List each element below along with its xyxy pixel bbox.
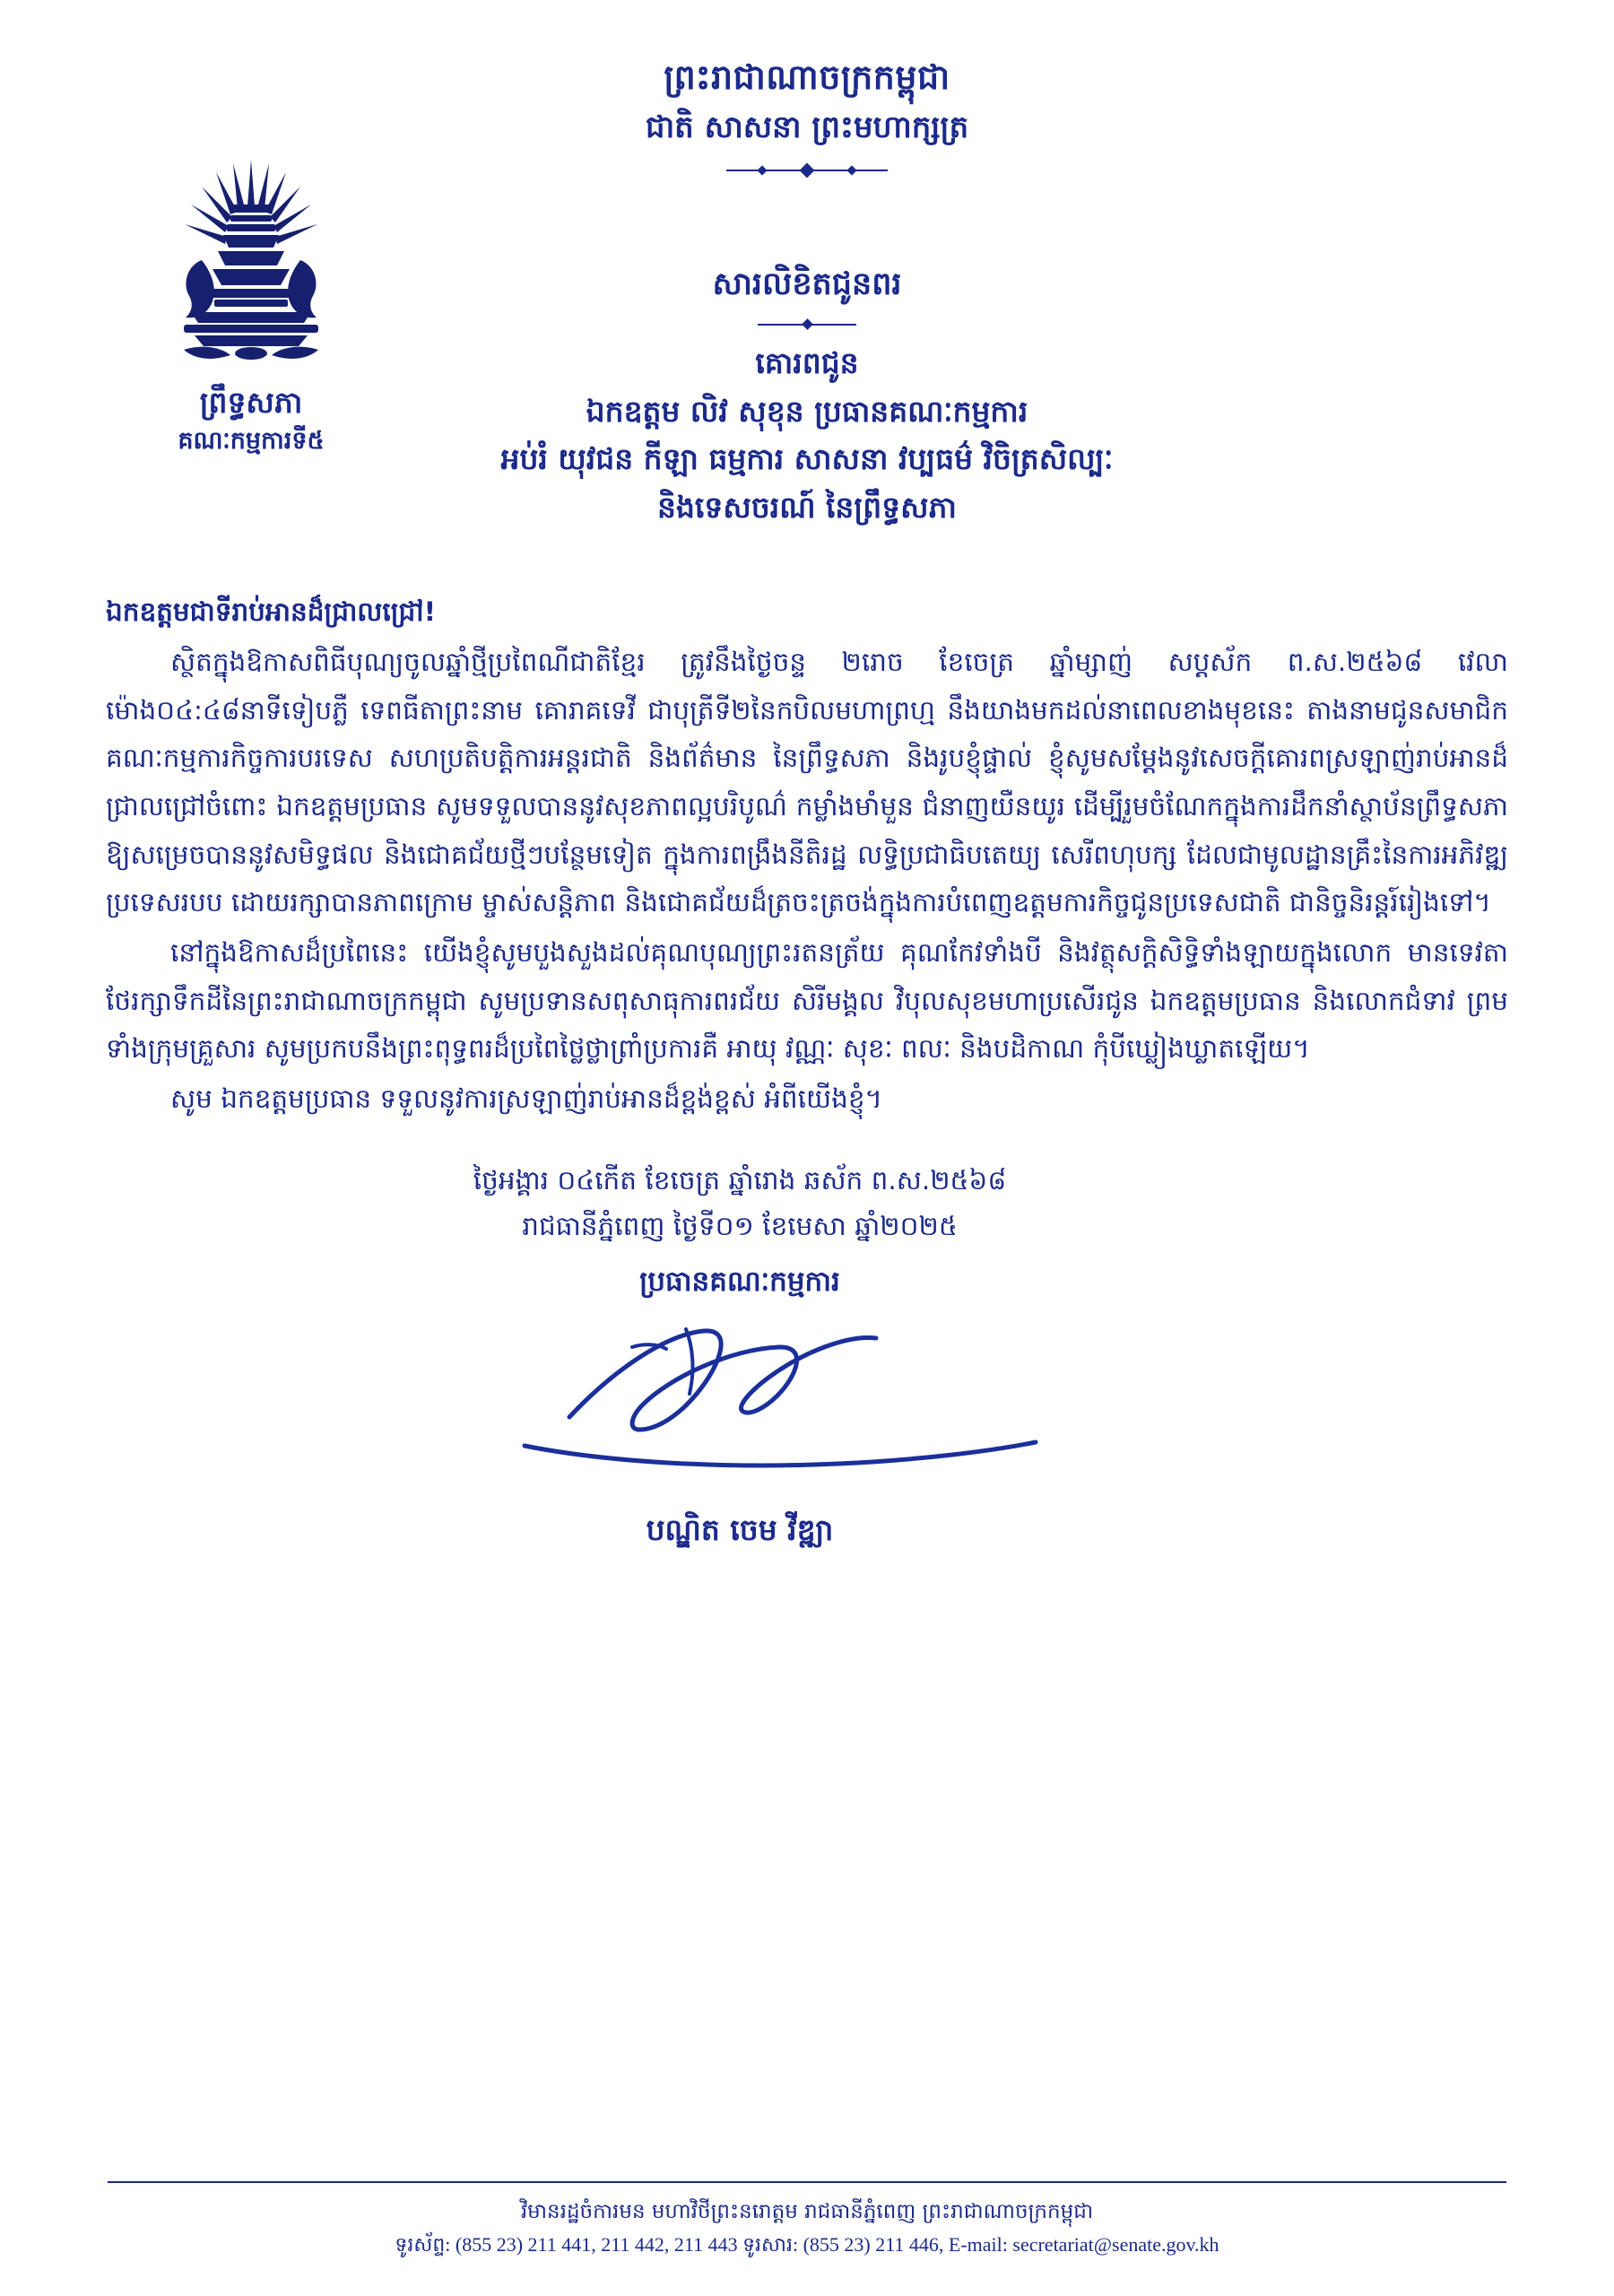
footer-contact: ទូរស័ព្ទ: (855 23) 211 441, 211 442, 211 443 ទូរសារ: (855 23) 211 446, E-mail: secretariat@senate.gov.kh [395, 2232, 1219, 2256]
addressee-line-4: និងទេសចរណ៍ នៃព្រឹទ្ធសភា [657, 489, 957, 525]
signer-role: ប្រធានគណៈកម្មការ [639, 1265, 840, 1299]
committee-name: គណៈកម្មការទី៥ [178, 427, 325, 456]
footer-divider [108, 2181, 1506, 2183]
body-paragraph-3: សូម ឯកឧត្តមប្រធាន ទទួលនូវការស្រឡាញ់រាប់អានដ៏ខ្ពង់ខ្ពស់ អំពីយើងខ្ញុំ។ [170, 1083, 883, 1115]
handwritten-signature-icon [417, 1311, 1063, 1491]
letter-body [106, 588, 1508, 1124]
addressee-line-2: ឯកឧត្តម លិវ សុខុន ប្រធានគណៈកម្មការ [586, 393, 1028, 429]
addressee-line-3: អប់រំ យុវជន កីឡា ធម្មការ សាសនា វប្បធម៌ វិចិត្រសិល្បៈ [500, 441, 1114, 477]
date-block [0, 1158, 1480, 1307]
date-gregorian: រាជធានីភ្នំពេញ ថ្ងៃទី០១ ខែមេសា ឆ្នាំ២០២៥ [522, 1211, 958, 1242]
footer-address: វិមានរដ្ឋចំការមន មហាវិថីព្រះនរោត្តម រាជធានីភ្នំពេញ ព្រះរាជាណាចក្រកម្ពុជា [520, 2200, 1094, 2224]
emblem-block [108, 152, 395, 460]
signature-area [0, 1306, 1480, 1512]
small-ornament-icon [758, 319, 856, 330]
date-lunar: ថ្ងៃអង្គារ ០៤កើត ខែចេត្រ ឆ្នាំរោង ឆស័ក ព.ស.២៥៦៨ [473, 1164, 1007, 1196]
salutation: ឯកឧត្តមជាទីរាប់អានដ៏ជ្រាលជ្រៅ! [106, 596, 437, 628]
national-motto: ជាតិ សាសនា ព្រះមហាក្សត្រ [645, 109, 969, 145]
ornament-divider-icon [726, 162, 888, 178]
document-footer [0, 2181, 1614, 2260]
body-paragraph-1: ស្ថិតក្នុងឱកាសពិធីបុណ្យចូលឆ្នាំថ្មីប្រពៃណីជាតិខ្មែរ ត្រូវនឹងថ្ងៃចន្ទ ២រោច ខែចេត្រ ឆ្នាំម្សាញ់ សប្តស័ក ព.ស.២៥៦៨ វេលាម៉ោង០៤:៤៨នាទីទៀបភ្លឺ ទេពធីតាព្រះនាម គោរាគទេវី ជាបុត្រីទី២នៃកបិលមហាព្រហ្ម នឹងយាងមកដល់នាពេលខាងមុខនេះ តាងនាមជូនសមាជិកគណៈកម្មការកិច្ចការបរទេស សហប្រតិបត្តិការអន្តរជាតិ និងព័ត៌មាន នៃព្រឹទ្ធសភា និងរូបខ្ញុំផ្ទាល់ ខ្ញុំសូមសម្តែងនូវសេចក្តីគោរពស្រឡាញ់រាប់អានដ៏ជ្រាលជ្រៅចំពោះ ឯកឧត្តមប្រធាន សូមទទួលបាននូវសុខភាពល្អបរិបូណ៌ កម្លាំងមាំមួន ជំនាញយឺនយូរ ដើម្បីរួមចំណែកក្នុងការដឹកនាំស្ថាប័នព្រឹទ្ធសភាឱ្យសម្រេចបាននូវសមិទ្ធផល និងជោគជ័យថ្មីៗបន្ថែមទៀត ក្នុងការពង្រឹងនីតិរដ្ឋ លទ្ធិប្រជាធិបតេយ្យ សេរីពហុបក្ស ដែលជាមូលដ្ឋានគ្រឹះនៃការអភិវឌ្ឍប្រទេសរបប ដោយរក្សាបានភាពក្រោម ម្ចាស់សន្តិភាព និងជោគជ័យដ៏ត្រចះត្រចង់ក្នុងការបំពេញឧត្តមការកិច្ចជូនប្រទេសជាតិ ជានិច្ចនិរន្តរ៍រៀងទៅ។ [106, 646, 1508, 918]
signer-name: បណ្ឌិត ចេម វីឌ្ឍា [646, 1512, 834, 1548]
addressee-line-1: គោរពជូន [755, 345, 859, 381]
kingdom-title: ព្រះរាជាណាចក្រកម្ពុជា [664, 57, 950, 97]
institution-name: ព្រឹទ្ធសភា [199, 385, 303, 420]
body-paragraph-2: នៅក្នុងឱកាសដ៏ប្រពៃនេះ យើងខ្ញុំសូមបួងសួងដល់គុណបុណ្យព្រះរតនត្រ័យ គុណកែវទាំងបី និងវត្ថុសក្តិសិទ្ធិទាំងឡាយក្នុងលោក មានទេវតាថែរក្សាទឹកដីនៃព្រះរាជាណាចក្រកម្ពុជា សូមប្រទានសពុសាធុការពរជ័យ សិរីមង្គល វិបុលសុខមហាប្រសើរជូន ឯកឧត្តមប្រធាន និងលោកជំទាវ ព្រមទាំងក្រុមគ្រួសារ សូមប្រកបនឹងព្រះពុទ្ធពរដ៏ប្រពៃថ្លៃថ្លាព្រាំប្រការគឺ អាយុ វណ្ណៈ សុខៈ ពលៈ និងបដិកាណ កុំបីឃ្លៀងឃ្លាតឡើយ។ [106, 937, 1508, 1065]
document-title: សារលិខិតជូនពរ [712, 266, 902, 303]
cambodia-senate-emblem-icon [148, 152, 354, 377]
